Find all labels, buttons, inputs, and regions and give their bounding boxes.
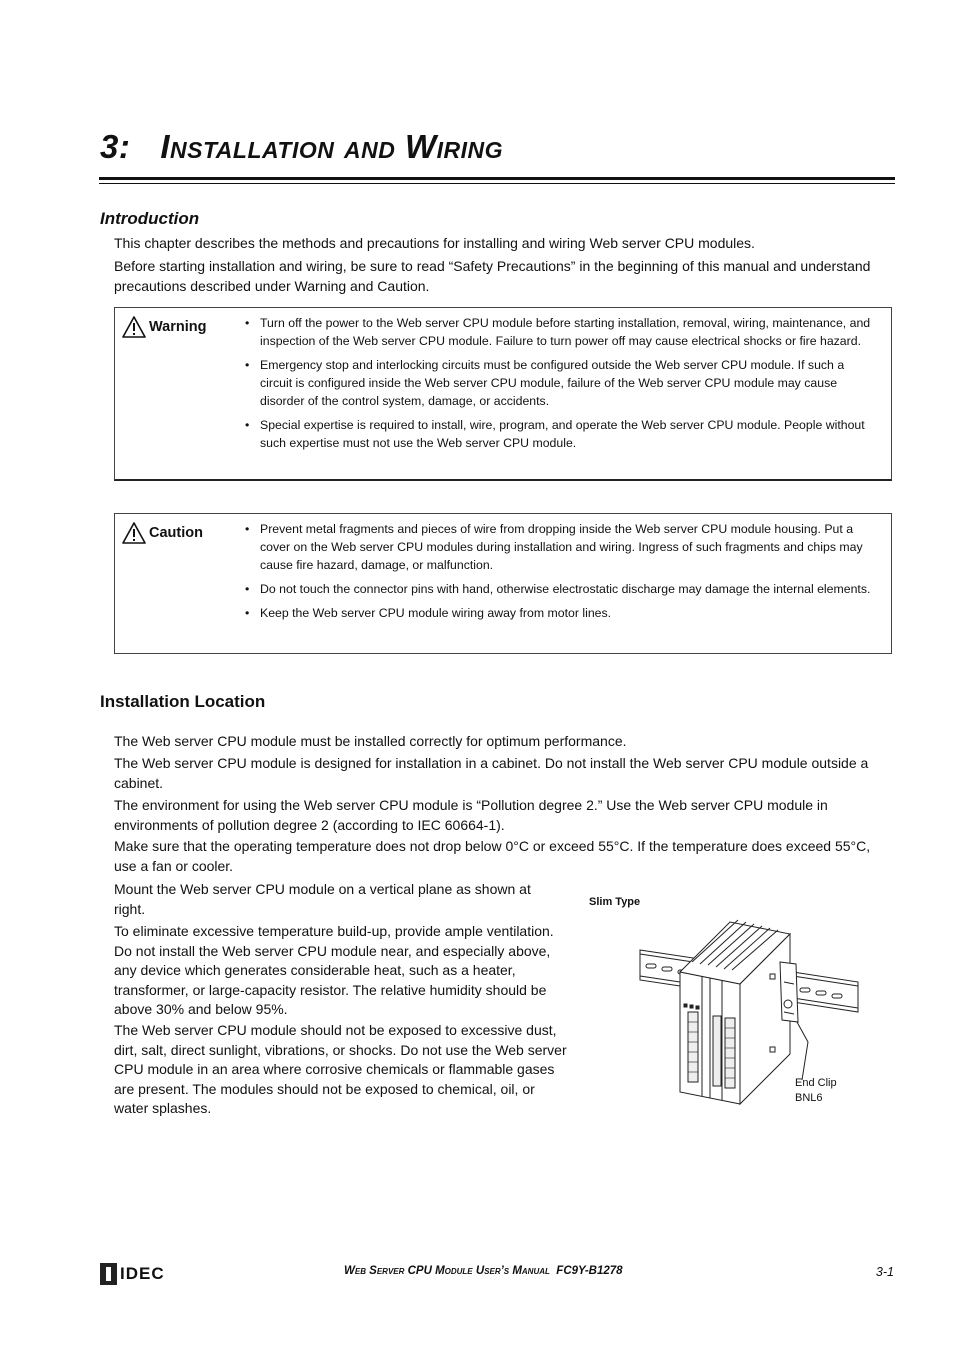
location-paragraph-1: The Web server CPU module must be installed correctly for optimum performance. — [114, 733, 627, 749]
caution-label — [122, 522, 203, 544]
idec-logo — [100, 1263, 165, 1285]
warning-label-text: Warning — [149, 319, 207, 335]
footer-manual-title — [344, 1265, 623, 1277]
caution-item: • Keep the Web server CPU module wiring away from motor lines. — [243, 604, 879, 622]
location-paragraph-4: Make sure that the operating temperature does not drop below 0°C or exceed 55°C. If the temperature does exceed 55°C, use a fan or cooler. — [114, 838, 871, 874]
caution-list — [243, 520, 879, 628]
chapter-title-text: Installation and Wiring — [160, 128, 504, 165]
intro-paragraph-2: Before starting installation and wiring, be sure to read “Safety Precautions” in the beginning of this manual and understand precautions described under Warning and Caution. — [114, 258, 871, 294]
intro-paragraph-1: This chapter describes the methods and precautions for installing and wiring Web server CPU modules. — [114, 235, 755, 251]
caution-item: • Do not touch the connector pins with hand, otherwise electrostatic discharge may damage the internal elements. — [243, 580, 879, 598]
warning-list — [243, 314, 879, 458]
idec-logo-mark — [100, 1263, 117, 1285]
introduction-heading: Introduction — [100, 209, 200, 228]
caution-label-text: Caution — [149, 525, 203, 541]
warning-item: • Special expertise is required to install, wire, program, and operate the Web server CPU module. People without such expertise must not use the Web server CPU module. — [243, 416, 879, 452]
location-paragraph-3: The environment for using the Web server CPU module is “Pollution degree 2.” Use the Web server CPU module in environments of pollution degree 2 (according to IEC 60664-1). — [114, 797, 828, 833]
warning-label — [122, 316, 206, 338]
chapter-number: 3: — [100, 128, 131, 165]
installation-location-heading: Installation Location — [100, 692, 266, 711]
footer-page-number: 3-1 — [875, 1265, 894, 1279]
warning-triangle-icon — [122, 316, 146, 338]
title-rule-thin — [99, 183, 895, 184]
idec-logo-text: IDEC — [120, 1264, 165, 1283]
location-paragraph-2: The Web server CPU module is designed for installation in a cabinet. Do not install the Web server CPU module outside a cabinet. — [114, 755, 869, 791]
warning-item: • Turn off the power to the Web server CPU module before starting installation, removal, wiring, maintenance, and inspection of the Web server CPU module. Failure to turn power off may cause electrical shocks or fire hazard. — [243, 314, 879, 350]
location-paragraph-7: The Web server CPU module should not be exposed to excessive dust, dirt, salt, direct sunlight, vibrations, or shocks. Do not use the Web server CPU module in an area where corrosive chemicals or flammable gases are present. The modules should not be exposed to chemical, oil, or water splashes. — [114, 1022, 567, 1116]
end-clip-model: BNL6 — [795, 1092, 823, 1104]
end-clip-label: End Clip — [795, 1077, 837, 1089]
caution-item: • Prevent metal fragments and pieces of wire from dropping inside the Web server CPU module housing. Put a cover on the Web server CPU modules during installation and wiring. Ingress of such fragments and chips may cause fire hazard, damage, or malfunction. — [243, 520, 879, 574]
location-paragraph-5: Mount the Web server CPU module on a vertical plane as shown at right. — [114, 881, 531, 917]
warning-triangle-icon — [122, 522, 146, 544]
location-paragraph-6: To eliminate excessive temperature build-up, provide ample ventilation. Do not install the Web server CPU module near, and especially above, any device which generates considerable heat, such as a heater, transformer, or large-capacity resistor. The relative humidity should be above 30% and below 95%. — [114, 923, 554, 1017]
title-rule-thick — [99, 177, 895, 180]
warning-box — [114, 307, 892, 481]
figure-caption: Slim Type — [589, 896, 641, 908]
caution-box — [114, 513, 892, 654]
chapter-title — [100, 128, 503, 166]
footer-manual-name: Web Server CPU Module User’s Manual — [344, 1265, 550, 1277]
footer-manual-code: FC9Y-B1278 — [556, 1265, 623, 1277]
warning-item: • Emergency stop and interlocking circuits must be configured outside the Web server CPU module. If such a circuit is configured inside the Web server CPU module, failure of the Web server CPU module may cause disorder of the control system, damage, or accidents. — [243, 356, 879, 410]
